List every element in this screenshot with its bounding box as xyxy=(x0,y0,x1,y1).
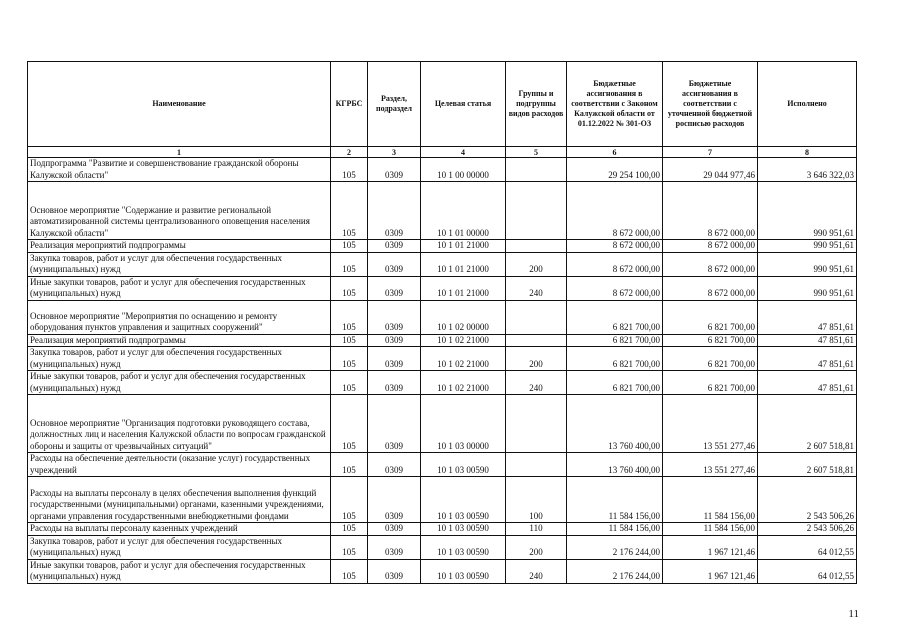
col-header-law-allocations: Бюджетные ассигнования в соответствии с Законом Калужской области от 01.12.2022 № 301-ОЗ xyxy=(567,62,663,147)
cell-law-allocation: 6 821 700,00 xyxy=(567,334,663,347)
col-header-adjusted-allocations: Бюджетные ассигнования в соответствии с уточненной бюджетной росписью расходов xyxy=(663,62,758,147)
cell-executed: 47 851,61 xyxy=(758,371,857,395)
cell-kgrbs: 105 xyxy=(331,334,368,347)
cell-target-article: 10 1 00 00000 xyxy=(421,158,506,182)
col-header-executed: Исполнено xyxy=(758,62,857,147)
cell-name: Закупка товаров, работ и услуг для обеспечения государственных (муниципальных) нужд xyxy=(28,252,331,276)
table-row xyxy=(28,347,857,371)
cell-target-article: 10 1 03 00590 xyxy=(421,535,506,559)
table-row xyxy=(28,477,857,523)
cell-executed: 2 607 518,81 xyxy=(758,453,857,477)
cell-adjusted-allocation: 6 821 700,00 xyxy=(663,371,758,395)
cell-law-allocation: 8 672 000,00 xyxy=(567,276,663,300)
table-row xyxy=(28,158,857,182)
cell-executed: 990 951,61 xyxy=(758,276,857,300)
cell-name: Расходы на выплаты персоналу в целях обеспечения выполнения функций государственными (муниципальными) органами, казенными учреждениями, органами управления государственными внебюджетными фондами xyxy=(28,477,331,523)
cell-target-article: 10 1 01 21000 xyxy=(421,240,506,253)
cell-kgrbs: 105 xyxy=(331,523,368,536)
col-header-kgrbs: КГРБС xyxy=(331,62,368,147)
cell-section: 0309 xyxy=(368,523,421,536)
cell-target-article: 10 1 02 21000 xyxy=(421,334,506,347)
budget-table xyxy=(27,61,857,584)
cell-target-article: 10 1 01 21000 xyxy=(421,252,506,276)
cell-section: 0309 xyxy=(368,395,421,453)
page-number: 11 xyxy=(848,608,859,620)
cell-kgrbs: 105 xyxy=(331,477,368,523)
cell-section: 0309 xyxy=(368,347,421,371)
cell-kgrbs: 105 xyxy=(331,182,368,240)
cell-adjusted-allocation: 6 821 700,00 xyxy=(663,300,758,334)
table-row xyxy=(28,240,857,253)
cell-target-article: 10 1 03 00590 xyxy=(421,523,506,536)
cell-kgrbs: 105 xyxy=(331,371,368,395)
cell-expense-group xyxy=(506,240,567,253)
cell-expense-group xyxy=(506,300,567,334)
cell-target-article: 10 1 03 00000 xyxy=(421,395,506,453)
cell-adjusted-allocation: 13 551 277,46 xyxy=(663,453,758,477)
cell-name: Реализация мероприятий подпрограммы xyxy=(28,334,331,347)
cell-section: 0309 xyxy=(368,300,421,334)
col-header-name: Наименование xyxy=(28,62,331,147)
cell-expense-group: 110 xyxy=(506,523,567,536)
col-number: 5 xyxy=(506,147,567,158)
cell-law-allocation: 11 584 156,00 xyxy=(567,477,663,523)
cell-section: 0309 xyxy=(368,453,421,477)
cell-expense-group: 200 xyxy=(506,347,567,371)
cell-kgrbs: 105 xyxy=(331,395,368,453)
cell-executed: 64 012,55 xyxy=(758,559,857,583)
cell-executed: 990 951,61 xyxy=(758,252,857,276)
col-number: 4 xyxy=(421,147,506,158)
cell-adjusted-allocation: 11 584 156,00 xyxy=(663,523,758,536)
cell-adjusted-allocation: 29 044 977,46 xyxy=(663,158,758,182)
cell-adjusted-allocation: 8 672 000,00 xyxy=(663,276,758,300)
col-header-target-article: Целевая статья xyxy=(421,62,506,147)
table-row xyxy=(28,395,857,453)
cell-kgrbs: 105 xyxy=(331,252,368,276)
cell-name: Иные закупки товаров, работ и услуг для обеспечения государственных (муниципальных) нужд xyxy=(28,559,331,583)
table-row xyxy=(28,300,857,334)
cell-law-allocation: 8 672 000,00 xyxy=(567,252,663,276)
cell-expense-group xyxy=(506,158,567,182)
col-header-section: Раздел, подраздел xyxy=(368,62,421,147)
cell-target-article: 10 1 01 21000 xyxy=(421,276,506,300)
cell-target-article: 10 1 03 00590 xyxy=(421,559,506,583)
cell-expense-group: 200 xyxy=(506,252,567,276)
cell-law-allocation: 8 672 000,00 xyxy=(567,240,663,253)
cell-executed: 3 646 322,03 xyxy=(758,158,857,182)
cell-executed: 2 607 518,81 xyxy=(758,395,857,453)
cell-name: Основное мероприятие "Организация подготовки руководящего состава, должностных лиц и населения Калужской области по вопросам гражданской обороны и защиты от чрезвычайных ситуаций" xyxy=(28,395,331,453)
col-number: 2 xyxy=(331,147,368,158)
cell-executed: 64 012,55 xyxy=(758,535,857,559)
cell-law-allocation: 13 760 400,00 xyxy=(567,395,663,453)
cell-name: Реализация мероприятий подпрограммы xyxy=(28,240,331,253)
cell-target-article: 10 1 03 00590 xyxy=(421,477,506,523)
cell-executed: 47 851,61 xyxy=(758,347,857,371)
cell-target-article: 10 1 02 21000 xyxy=(421,347,506,371)
cell-section: 0309 xyxy=(368,276,421,300)
cell-section: 0309 xyxy=(368,535,421,559)
cell-section: 0309 xyxy=(368,158,421,182)
cell-adjusted-allocation: 1 967 121,46 xyxy=(663,559,758,583)
cell-name: Закупка товаров, работ и услуг для обеспечения государственных (муниципальных) нужд xyxy=(28,347,331,371)
cell-law-allocation: 8 672 000,00 xyxy=(567,182,663,240)
cell-section: 0309 xyxy=(368,477,421,523)
col-number: 1 xyxy=(28,147,331,158)
cell-expense-group: 240 xyxy=(506,559,567,583)
col-number: 6 xyxy=(567,147,663,158)
cell-executed: 2 543 506,26 xyxy=(758,523,857,536)
cell-target-article: 10 1 03 00590 xyxy=(421,453,506,477)
cell-executed: 47 851,61 xyxy=(758,334,857,347)
header-row xyxy=(28,62,857,147)
table-body xyxy=(28,158,857,584)
table-row xyxy=(28,523,857,536)
cell-section: 0309 xyxy=(368,240,421,253)
cell-section: 0309 xyxy=(368,252,421,276)
cell-adjusted-allocation: 8 672 000,00 xyxy=(663,252,758,276)
cell-name: Основное мероприятие "Мероприятия по оснащению и ремонту оборудования пунктов управления и защитных сооружений" xyxy=(28,300,331,334)
cell-name: Иные закупки товаров, работ и услуг для обеспечения государственных (муниципальных) нужд xyxy=(28,276,331,300)
cell-name: Иные закупки товаров, работ и услуг для обеспечения государственных (муниципальных) нужд xyxy=(28,371,331,395)
cell-executed: 990 951,61 xyxy=(758,240,857,253)
cell-name: Расходы на выплаты персоналу казенных учреждений xyxy=(28,523,331,536)
cell-section: 0309 xyxy=(368,559,421,583)
cell-adjusted-allocation: 1 967 121,46 xyxy=(663,535,758,559)
table-row xyxy=(28,371,857,395)
table-row xyxy=(28,453,857,477)
cell-expense-group: 240 xyxy=(506,276,567,300)
cell-expense-group xyxy=(506,182,567,240)
cell-law-allocation: 6 821 700,00 xyxy=(567,347,663,371)
table-row xyxy=(28,559,857,583)
cell-section: 0309 xyxy=(368,182,421,240)
table-row xyxy=(28,182,857,240)
cell-kgrbs: 105 xyxy=(331,453,368,477)
cell-name: Закупка товаров, работ и услуг для обеспечения государственных (муниципальных) нужд xyxy=(28,535,331,559)
table-row xyxy=(28,276,857,300)
cell-name: Расходы на обеспечение деятельности (оказание услуг) государственных учреждений xyxy=(28,453,331,477)
cell-kgrbs: 105 xyxy=(331,559,368,583)
cell-law-allocation: 2 176 244,00 xyxy=(567,535,663,559)
cell-law-allocation: 11 584 156,00 xyxy=(567,523,663,536)
cell-kgrbs: 105 xyxy=(331,300,368,334)
cell-adjusted-allocation: 11 584 156,00 xyxy=(663,477,758,523)
cell-executed: 47 851,61 xyxy=(758,300,857,334)
cell-target-article: 10 1 02 00000 xyxy=(421,300,506,334)
table-row xyxy=(28,334,857,347)
cell-kgrbs: 105 xyxy=(331,240,368,253)
column-number-row xyxy=(28,147,857,158)
col-number: 3 xyxy=(368,147,421,158)
cell-kgrbs: 105 xyxy=(331,535,368,559)
cell-adjusted-allocation: 8 672 000,00 xyxy=(663,240,758,253)
col-number: 7 xyxy=(663,147,758,158)
cell-adjusted-allocation: 13 551 277,46 xyxy=(663,395,758,453)
cell-executed: 2 543 506,26 xyxy=(758,477,857,523)
cell-adjusted-allocation: 6 821 700,00 xyxy=(663,347,758,371)
cell-target-article: 10 1 01 00000 xyxy=(421,182,506,240)
cell-section: 0309 xyxy=(368,334,421,347)
cell-kgrbs: 105 xyxy=(331,276,368,300)
cell-law-allocation: 6 821 700,00 xyxy=(567,371,663,395)
cell-expense-group: 200 xyxy=(506,535,567,559)
cell-kgrbs: 105 xyxy=(331,158,368,182)
cell-expense-group xyxy=(506,395,567,453)
cell-expense-group xyxy=(506,334,567,347)
cell-expense-group: 240 xyxy=(506,371,567,395)
cell-expense-group: 100 xyxy=(506,477,567,523)
col-header-expense-groups: Группы и подгруппы видов расходов xyxy=(506,62,567,147)
cell-law-allocation: 29 254 100,00 xyxy=(567,158,663,182)
cell-name: Подпрограмма "Развитие и совершенствование гражданской обороны Калужской области" xyxy=(28,158,331,182)
col-number: 8 xyxy=(758,147,857,158)
cell-law-allocation: 6 821 700,00 xyxy=(567,300,663,334)
table-row xyxy=(28,535,857,559)
cell-name: Основное мероприятие "Содержание и развитие региональной автоматизированной системы централизованного оповещения населения Калужской области" xyxy=(28,182,331,240)
cell-law-allocation: 2 176 244,00 xyxy=(567,559,663,583)
cell-kgrbs: 105 xyxy=(331,347,368,371)
cell-target-article: 10 1 02 21000 xyxy=(421,371,506,395)
table-row xyxy=(28,252,857,276)
cell-section: 0309 xyxy=(368,371,421,395)
cell-executed: 990 951,61 xyxy=(758,182,857,240)
cell-adjusted-allocation: 6 821 700,00 xyxy=(663,334,758,347)
cell-law-allocation: 13 760 400,00 xyxy=(567,453,663,477)
cell-expense-group xyxy=(506,453,567,477)
cell-adjusted-allocation: 8 672 000,00 xyxy=(663,182,758,240)
